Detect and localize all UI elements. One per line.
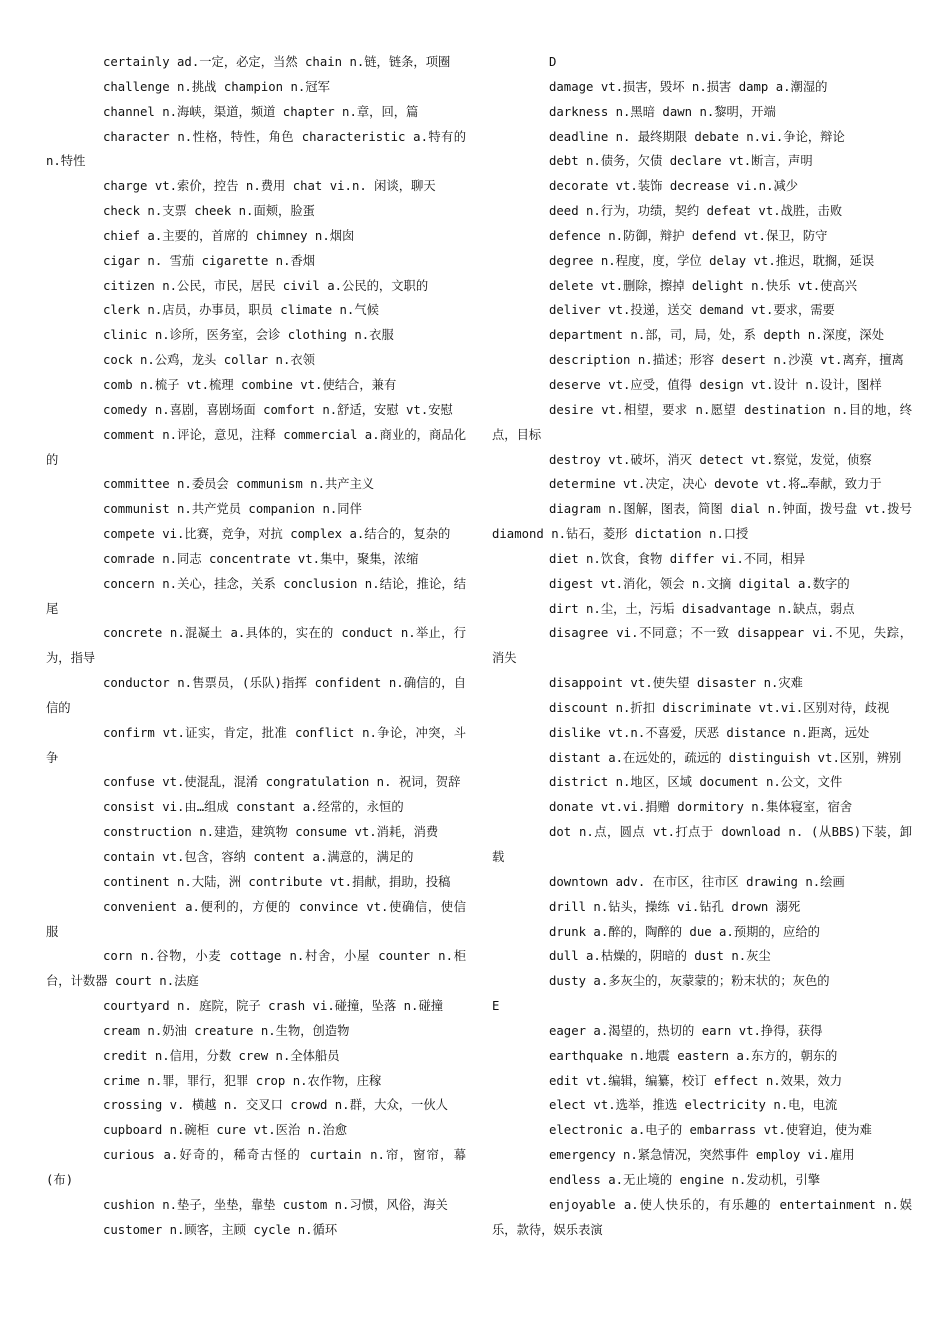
vocab-entry: cupboard n.碗柜 cure vt.医治 n.治愈 [103, 1123, 348, 1138]
vocab-entry: destroy vt.破坏，消灭 detect vt.察觉，发觉，侦察 [549, 452, 872, 467]
vocab-entry: elect vt.选举，推选 electricity n.电，电流 [549, 1098, 838, 1113]
vocab-entry: concrete n.混凝土 a.具体的，实在的 conduct n.举止，行为，指导 [46, 626, 466, 666]
vocab-entry: deliver vt.投递，送交 demand vt.要求，需要 [549, 303, 835, 318]
vocab-entry: department n.部，司，局，处，系 depth n.深度，深处 [549, 328, 885, 343]
vocab-entry: convenient a.便利的，方便的 convince vt.使确信，使信服 [46, 899, 466, 939]
vocab-entry: continent n.大陆，洲 contribute vt.捐献，捐助，投稿 [103, 874, 451, 889]
vocab-entry: crossing v. 横越 n. 交叉口 crowd n.群，大众，一伙人 [103, 1098, 448, 1113]
vocab-entry: donate vt.vi.捐赠 dormitory n.集体寝室，宿舍 [549, 800, 853, 815]
vocab-entry: corn n.谷物，小麦 cottage n.村舍，小屋 counter n.柜台，计数器 court n.法庭 [46, 949, 466, 989]
vocab-entry: deadline n. 最终期限 debate n.vi.争论，辩论 [549, 129, 845, 144]
vocab-entry: comrade n.同志 concentrate vt.集中，聚集，浓缩 [103, 551, 419, 566]
vocab-entry: cigar n. 雪茄 cigarette n.香烟 [103, 253, 316, 268]
vocab-entry: consist vi.由…组成 constant a.经常的，永恒的 [103, 800, 404, 815]
vocab-entry: determine vt.决定，决心 devote vt.将…奉献，致力于 [549, 477, 882, 492]
vocab-entry: channel n.海峡，渠道，频道 chapter n.章，回，篇 [103, 104, 419, 119]
vocab-entry: curious a.好奇的，稀奇古怪的 curtain n.帘，窗帘，幕(布) [46, 1148, 466, 1187]
vocab-entry: communist n.共产党员 companion n.同伴 [103, 502, 362, 517]
vocab-entry: customer n.顾客，主顾 cycle n.循环 [103, 1222, 338, 1237]
vocab-entry: degree n.程度，度，学位 delay vt.推迟，耽搁，延误 [549, 253, 875, 268]
vocab-entry: dirt n.尘，土，污垢 disadvantage n.缺点，弱点 [549, 601, 855, 616]
vocab-entry: committee n.委员会 communism n.共产主义 [103, 477, 375, 492]
vocab-entry: disappoint vt.使失望 disaster n.灾难 [549, 676, 803, 691]
vocab-entry: delete vt.删除，擦掉 delight n.快乐 vt.使高兴 [549, 278, 858, 293]
vocab-entry: dislike vt.n.不喜爱，厌恶 distance n.距离，远处 [549, 725, 870, 740]
vocab-entry: electronic a.电子的 embarrass vt.使窘迫，使为难 [549, 1123, 872, 1138]
vocab-entry: comb n.梳子 vt.梳理 combine vt.使结合，兼有 [103, 377, 397, 392]
vocab-entry: crime n.罪，罪行，犯罪 crop n.农作物，庄稼 [103, 1073, 382, 1088]
vocab-entry: emergency n.紧急情况，突然事件 employ vi.雇用 [549, 1148, 855, 1163]
vocab-entry: compete vi.比赛，竞争，对抗 complex a.结合的，复杂的 [103, 527, 451, 542]
vocab-entry: construction n.建造，建筑物 consume vt.消耗，消费 [103, 825, 439, 840]
vocab-entry: distant a.在远处的，疏远的 distinguish vt.区别，辨别 [549, 750, 902, 765]
vocab-entry: check n.支票 cheek n.面颊，脸蛋 [103, 204, 315, 219]
vocab-entry: confirm vt.证实，肯定，批准 conflict n.争论，冲突，斗争 [46, 725, 466, 765]
vocab-entry: contain vt.包含，容纳 content a.满意的，满足的 [103, 850, 414, 864]
vocab-entry: citizen n.公民，市民，居民 civil a.公民的，文职的 [103, 278, 429, 293]
vocab-entry: description n.描述；形容 desert n.沙漠 vt.离弃，擅离 [549, 353, 904, 368]
section-d-entries [492, 75, 912, 994]
vocab-entry: conductor n.售票员，(乐队)指挥 confident n.确信的，自信的 [46, 676, 466, 715]
section-e-entries [492, 1019, 912, 1243]
vocab-entry: edit vt.编辑，编纂，校订 effect n.效果，效力 [549, 1073, 843, 1088]
vocab-entry: diagram n.图解，图表，简图 dial n.钟面，拨号盘 vt.拨号 diamond n.钻石，菱形 dictation n.口授 [492, 502, 912, 542]
vocab-entry: digest vt.消化，领会 n.文摘 digital a.数字的 [549, 576, 850, 591]
vocab-entry: credit n.信用，分数 crew n.全体船员 [103, 1048, 340, 1063]
vocab-entry: darkness n.黑暗 dawn n.黎明，开端 [549, 104, 776, 119]
vocab-entry: comment n.评论，意见，注释 commercial a.商业的，商品化的 [46, 427, 466, 467]
vocab-entry: desire vt.相望，要求 n.愿望 destination n.目的地，终点，目标 [492, 402, 912, 442]
vocab-entry: downtown adv. 在市区，往市区 drawing n.绘画 [549, 874, 845, 889]
right-column [492, 50, 912, 1243]
vocab-entry: debt n.债务，欠债 declare vt.断言，声明 [549, 154, 813, 169]
vocab-entry: diet n.饮食，食物 differ vi.不同，相异 [549, 551, 806, 566]
vocab-entry: defence n.防御，辩护 defend vt.保卫，防守 [549, 228, 828, 243]
vocab-entry: dusty a.多灰尘的，灰蒙蒙的；粉末状的；灰色的 [549, 974, 830, 989]
vocab-entry: cream n.奶油 creature n.生物，创造物 [103, 1023, 350, 1038]
vocab-entry: clerk n.店员，办事员，职员 climate n.气候 [103, 303, 379, 318]
vocab-entry: charge vt.索价，控告 n.费用 chat vi.n. 闲谈，聊天 [103, 179, 436, 194]
section-letter-d: D [549, 55, 557, 69]
vocab-entry: district n.地区，区域 document n.公文，文件 [549, 775, 843, 790]
vocab-entry: courtyard n. 庭院，院子 crash vi.碰撞，坠落 n.碰撞 [103, 999, 444, 1014]
vocab-entry: cushion n.垫子，坐垫，靠垫 custom n.习惯，风俗，海关 [103, 1197, 448, 1212]
vocab-entry: drunk a.醉的，陶醉的 due a.预期的，应给的 [549, 924, 820, 939]
vocab-entry: deed n.行为，功绩，契约 defeat vt.战胜，击败 [549, 204, 843, 219]
vocab-entry: challenge n.挑战 champion n.冠军 [103, 79, 330, 94]
vocab-entry: dull a.枯燥的，阴暗的 dust n.灰尘 [549, 949, 771, 964]
vocab-entry: earthquake n.地震 eastern a.东方的，朝东的 [549, 1048, 838, 1063]
vocab-entry: enjoyable a.使人快乐的，有乐趣的 entertainment n.娱乐，款待，娱乐表演 [492, 1197, 912, 1237]
vocab-entry: concern n.关心，挂念，关系 conclusion n.结论，推论，结尾 [46, 576, 466, 616]
vocab-entry: dot n.点，圆点 vt.打点于 download n. (从BBS)下装，卸载 [492, 825, 912, 864]
vocab-entry: damage vt.损害，毁坏 n.损害 damp a.潮湿的 [549, 79, 828, 94]
vocab-entry: character n.性格，特性，角色 characteristic a.特有的 n.特性 [46, 129, 466, 169]
vocab-entry: comedy n.喜剧，喜剧场面 comfort n.舒适，安慰 vt.安慰 [103, 402, 453, 417]
vocab-entry: chief a.主要的，首席的 chimney n.烟囱 [103, 228, 355, 243]
left-column [46, 50, 466, 1243]
vocab-entry: discount n.折扣 discriminate vt.vi.区别对待，歧视 [549, 700, 890, 715]
vocab-entry: drill n.钻头，操练 vi.钻孔 drown 溺死 [549, 899, 801, 914]
vocab-entry: confuse vt.使混乱，混淆 congratulation n. 祝词，贺辞 [103, 775, 461, 790]
vocab-entry: deserve vt.应受，值得 design vt.设计 n.设计，图样 [549, 377, 882, 392]
vocab-entry: cock n.公鸡，龙头 collar n.衣领 [103, 353, 315, 368]
vocab-entry: eager a.渴望的，热切的 earn vt.挣得，获得 [549, 1023, 823, 1038]
vocab-entry: certainly ad.一定，必定，当然 chain n.链，链条，项圈 [103, 55, 451, 69]
vocab-entry: clinic n.诊所，医务室，会诊 clothing n.衣服 [103, 328, 394, 343]
section-letter-e: E [492, 999, 500, 1014]
vocab-entry: endless a.无止境的 engine n.发动机，引擎 [549, 1172, 821, 1187]
vocab-entry: disagree vi.不同意；不一致 disappear vi.不见，失踪，消失 [492, 626, 912, 666]
vocab-entry: decorate vt.装饰 decrease vi.n.减少 [549, 179, 799, 194]
